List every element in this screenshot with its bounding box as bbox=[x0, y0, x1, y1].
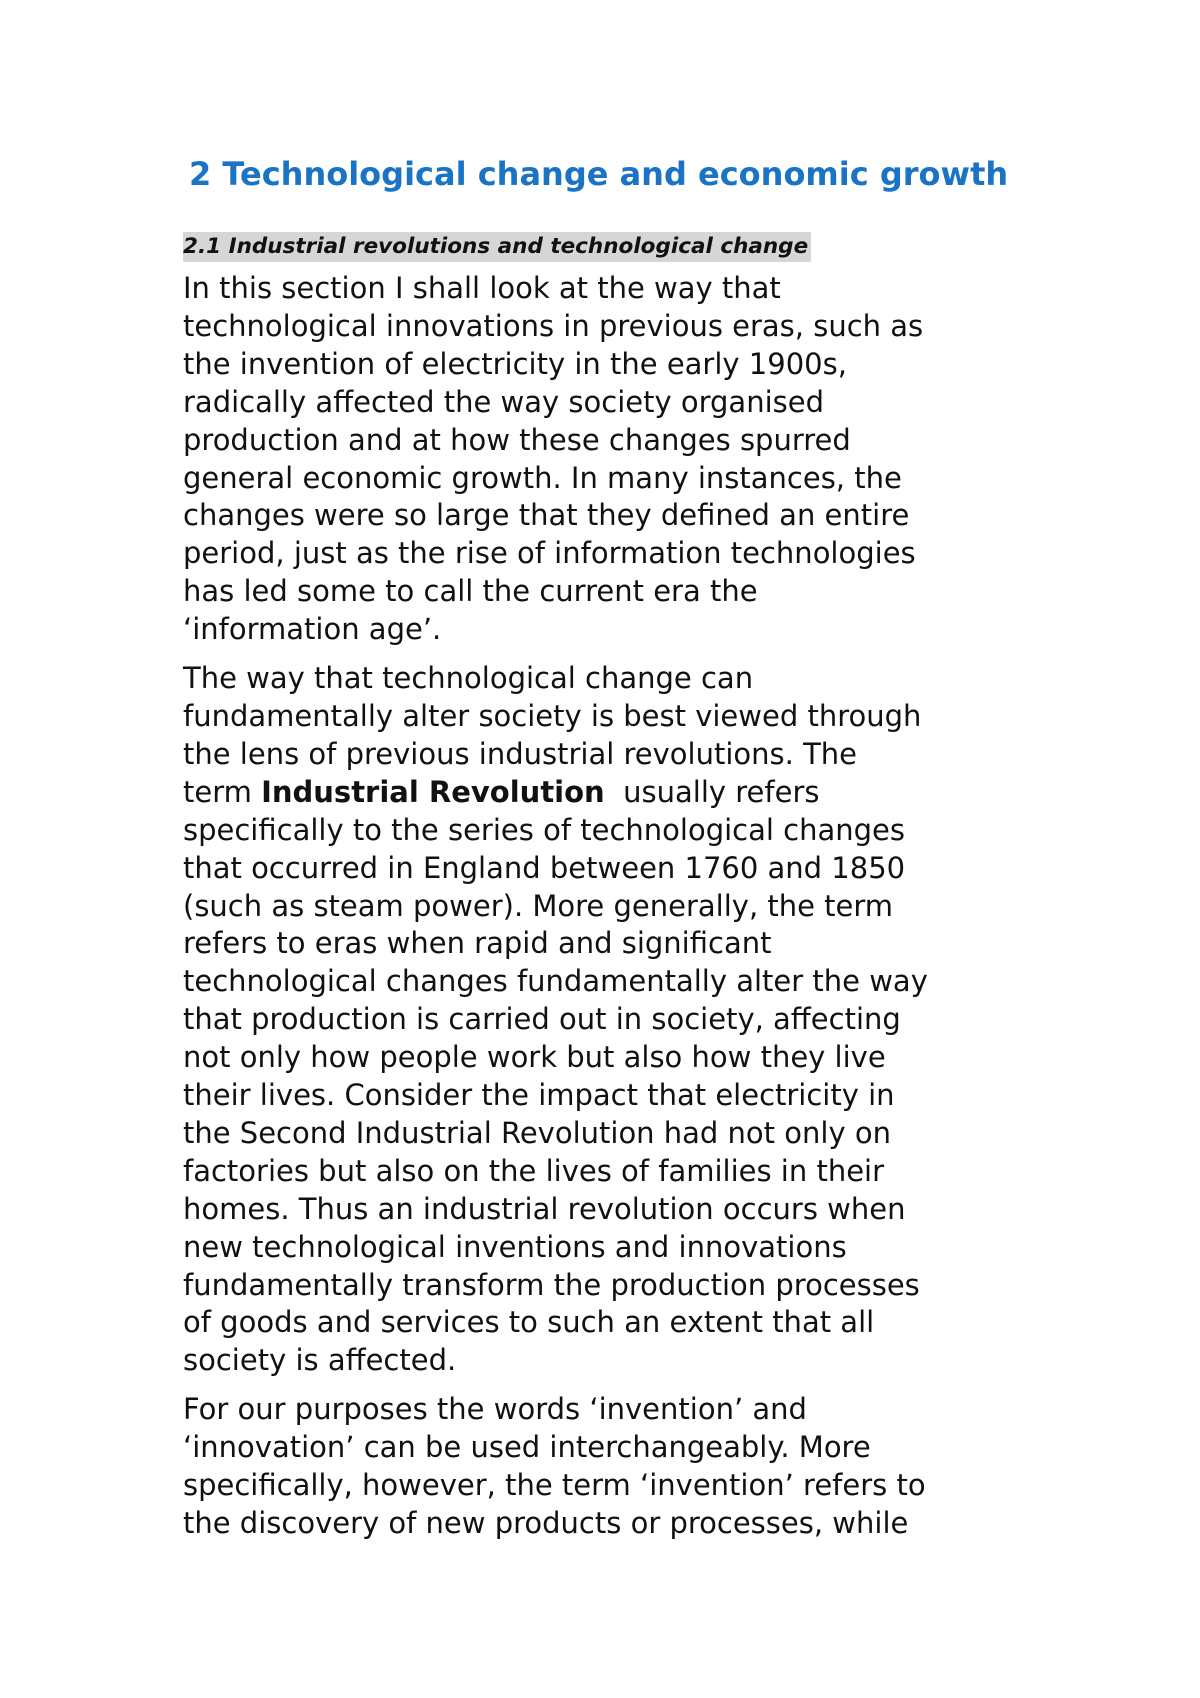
document-content bbox=[183, 150, 1043, 1543]
section-heading: 2.1 Industrial revolutions and technological change bbox=[183, 232, 811, 262]
text-line-with-key-term bbox=[183, 774, 1043, 812]
section-heading-row bbox=[183, 232, 1043, 264]
text-line: the lens of previous industrial revolutions. The bbox=[183, 736, 858, 771]
text-line: ‘innovation’ can be used interchangeably. More bbox=[183, 1430, 871, 1465]
text-line: not only how people work but also how they live bbox=[183, 1040, 886, 1075]
text-line: new technological inventions and innovations bbox=[183, 1229, 847, 1264]
text-line: their lives. Consider the impact that electricity in bbox=[183, 1078, 895, 1113]
text-line: specifically, however, the term ‘invention’ refers to bbox=[183, 1468, 926, 1503]
text-fragment: term bbox=[183, 774, 262, 809]
text-line: In this section I shall look at the way that bbox=[183, 271, 781, 305]
text-line: the invention of electricity in the early 1900s, bbox=[183, 346, 847, 381]
text-line: specifically to the series of technological changes bbox=[183, 812, 905, 847]
text-line: that production is carried out in society, affecting bbox=[183, 1002, 901, 1037]
text-line: For our purposes the words ‘invention’ and bbox=[183, 1392, 807, 1427]
text-line: the discovery of new products or processes, while bbox=[183, 1506, 909, 1540]
text-line: homes. Thus an industrial revolution occurs when bbox=[183, 1191, 906, 1226]
text-line: technological innovations in previous eras, such as bbox=[183, 308, 924, 343]
text-line: production and at how these changes spurred bbox=[183, 422, 851, 457]
paragraph-industrial-revolution bbox=[183, 660, 1043, 1380]
text-line: changes were so large that they defined an entire bbox=[183, 498, 910, 533]
text-line: society is affected. bbox=[183, 1343, 457, 1378]
text-line: that occurred in England between 1760 and 1850 bbox=[183, 850, 906, 885]
text-line: ‘information age’. bbox=[183, 612, 442, 647]
text-line: technological changes fundamentally alter the way bbox=[183, 964, 928, 999]
paragraph-invention-innovation bbox=[183, 1391, 1043, 1543]
chapter-title: 2 Technological change and economic growth bbox=[189, 155, 1009, 193]
text-line: fundamentally alter society is best viewed through bbox=[183, 698, 922, 733]
text-line: fundamentally transform the production processes bbox=[183, 1267, 920, 1302]
paragraph-intro bbox=[183, 270, 1043, 649]
text-line: has led some to call the current era the bbox=[183, 574, 758, 609]
key-term-industrial-revolution: Industrial Revolution bbox=[261, 774, 605, 809]
text-line: factories but also on the lives of families in their bbox=[183, 1153, 885, 1188]
text-line: general economic growth. In many instances, the bbox=[183, 460, 902, 495]
text-line: the Second Industrial Revolution had not only on bbox=[183, 1115, 891, 1150]
text-line: The way that technological change can bbox=[183, 661, 754, 696]
text-fragment: usually refers bbox=[604, 774, 820, 809]
text-line: refers to eras when rapid and significant bbox=[183, 926, 772, 961]
text-line: of goods and services to such an extent that all bbox=[183, 1305, 875, 1340]
text-line: period, just as the rise of information technologies bbox=[183, 536, 916, 571]
text-line: (such as steam power). More generally, the term bbox=[183, 888, 894, 923]
text-line: radically affected the way society organised bbox=[183, 384, 825, 419]
